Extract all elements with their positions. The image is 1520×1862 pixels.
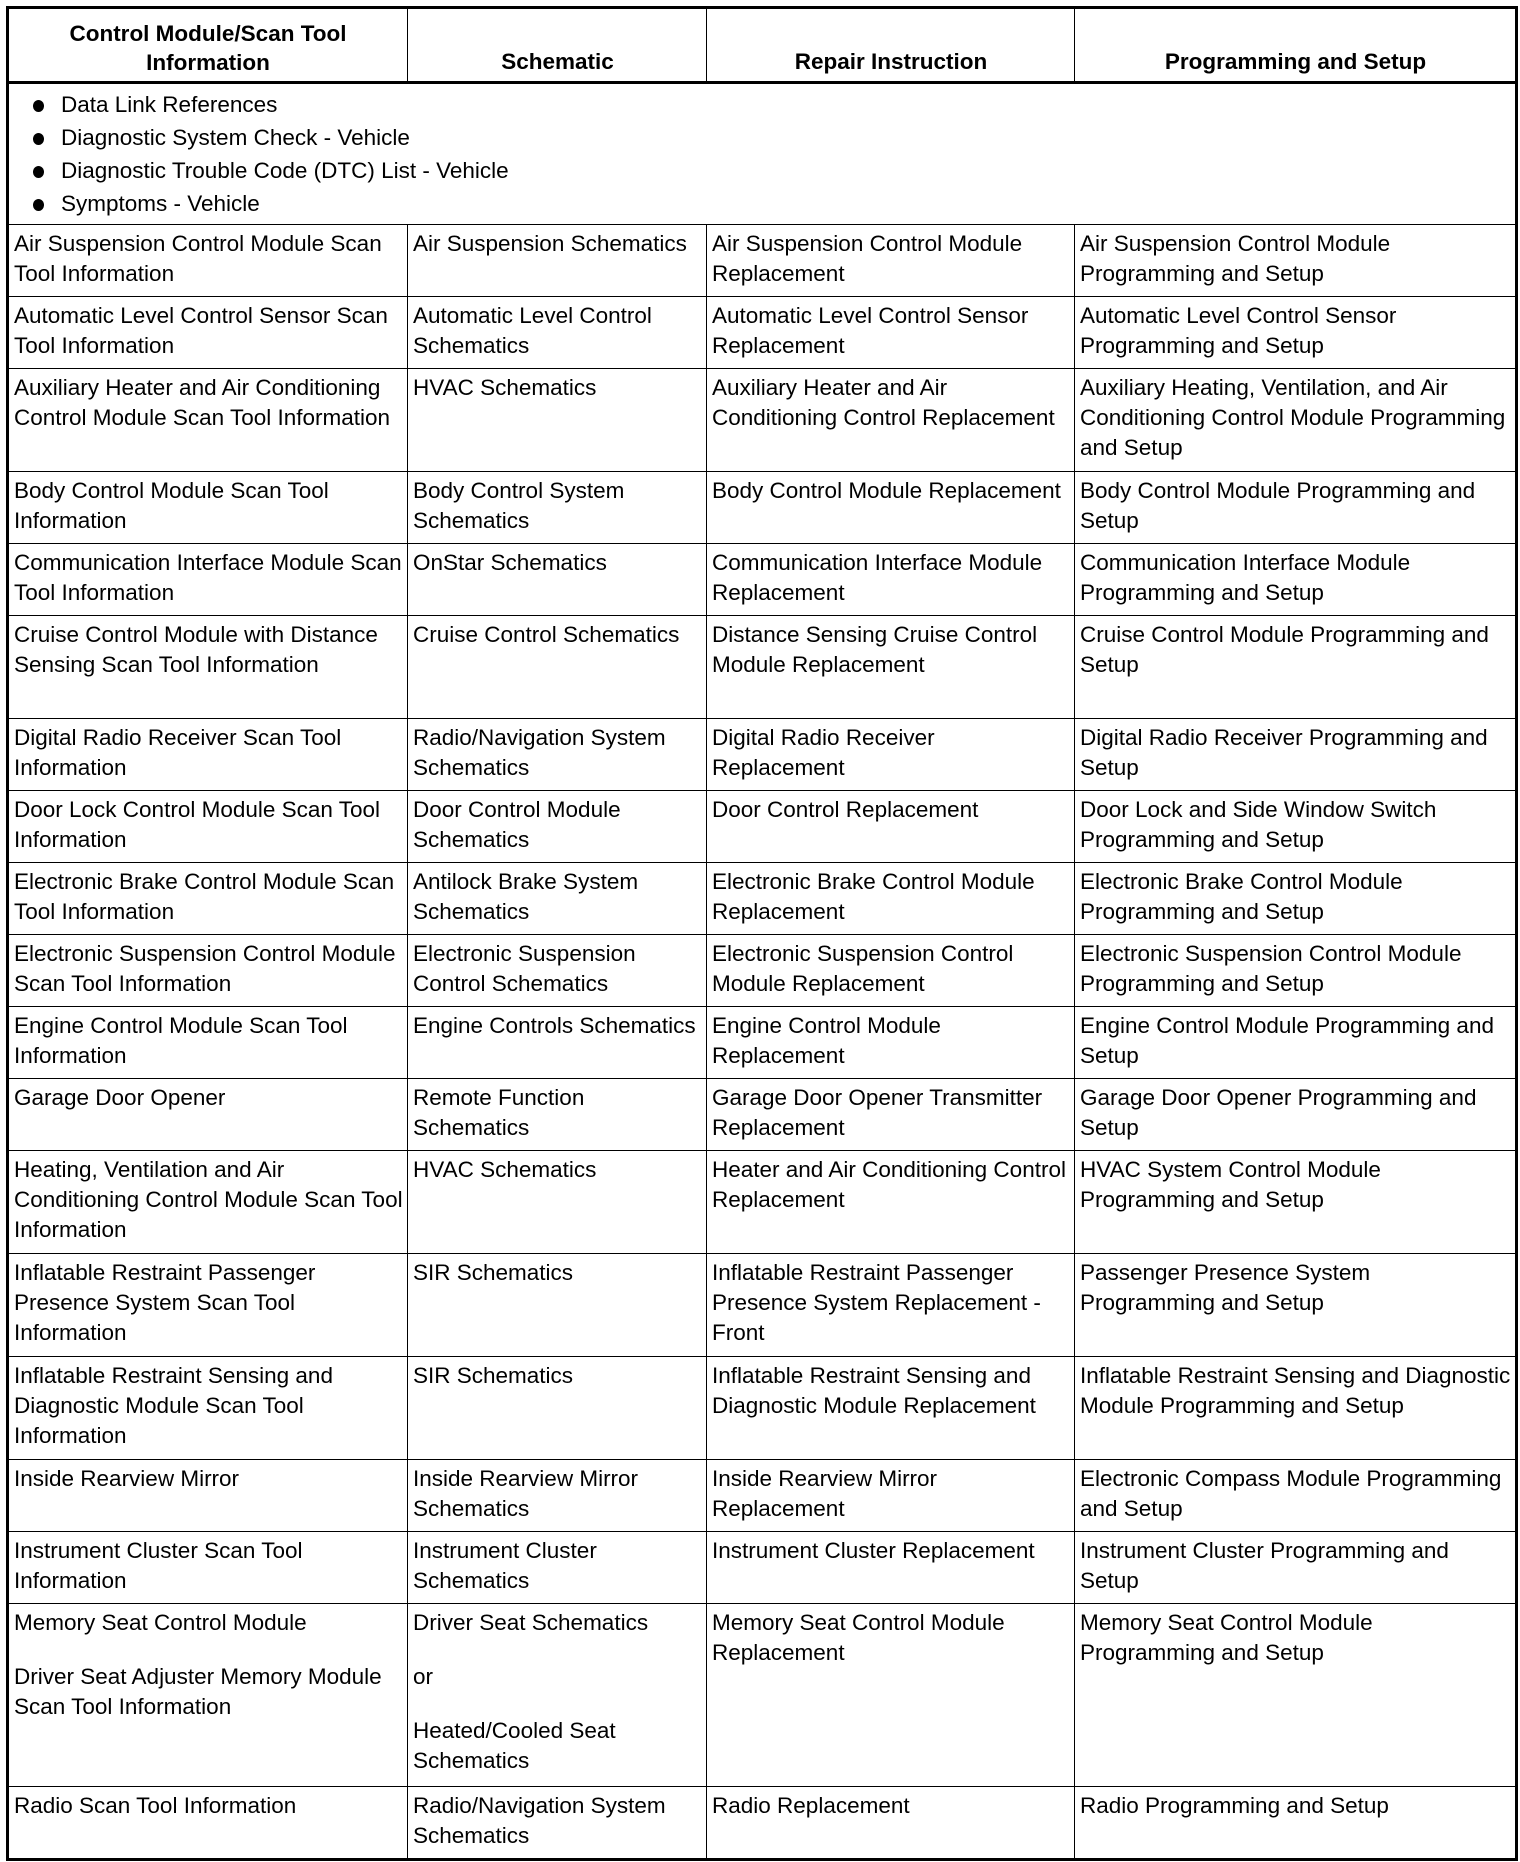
schematic-cell[interactable]: Body Control System Schematics xyxy=(408,472,707,544)
table-row xyxy=(8,297,1517,369)
module-cell: Cruise Control Module with Distance Sensing Scan Tool Information xyxy=(8,616,408,719)
schematic-cell[interactable]: HVAC Schematics xyxy=(408,1151,707,1254)
repair-cell[interactable]: Auxiliary Heater and Air Conditioning Control Replacement xyxy=(707,369,1075,472)
repair-cell[interactable]: Radio Replacement xyxy=(707,1787,1075,1860)
programming-cell[interactable]: Inflatable Restraint Sensing and Diagnostic Module Programming and Setup xyxy=(1075,1357,1517,1460)
header-programming: Programming and Setup xyxy=(1075,8,1517,83)
schematic-cell[interactable]: SIR Schematics xyxy=(408,1254,707,1357)
module-cell: Body Control Module Scan Tool Information xyxy=(8,472,408,544)
table-row xyxy=(8,863,1517,935)
repair-cell[interactable]: Instrument Cluster Replacement xyxy=(707,1532,1075,1604)
programming-cell[interactable]: Door Lock and Side Window Switch Programming and Setup xyxy=(1075,791,1517,863)
programming-cell[interactable]: Electronic Suspension Control Module Programming and Setup xyxy=(1075,935,1517,1007)
module-cell: Communication Interface Module Scan Tool Information xyxy=(8,544,408,616)
repair-cell[interactable]: Inflatable Restraint Sensing and Diagnostic Module Replacement xyxy=(707,1357,1075,1460)
schematic-cell[interactable]: Instrument Cluster Schematics xyxy=(408,1532,707,1604)
table-row xyxy=(8,472,1517,544)
schematic-cell[interactable]: Automatic Level Control Schematics xyxy=(408,297,707,369)
repair-cell[interactable]: Body Control Module Replacement xyxy=(707,472,1075,544)
table-row xyxy=(8,1787,1517,1860)
repair-cell[interactable]: Distance Sensing Cruise Control Module Replacement xyxy=(707,616,1075,719)
repair-cell[interactable]: Engine Control Module Replacement xyxy=(707,1007,1075,1079)
module-reference-table xyxy=(6,6,1518,1861)
programming-cell[interactable]: Auxiliary Heating, Ventilation, and Air Conditioning Control Module Programming and Setup xyxy=(1075,369,1517,472)
repair-cell[interactable]: Door Control Replacement xyxy=(707,791,1075,863)
programming-cell[interactable]: Radio Programming and Setup xyxy=(1075,1787,1517,1860)
module-cell: Garage Door Opener xyxy=(8,1079,408,1151)
schematic-cell[interactable]: Air Suspension Schematics xyxy=(408,225,707,297)
programming-cell[interactable]: Body Control Module Programming and Setup xyxy=(1075,472,1517,544)
repair-cell[interactable]: Electronic Brake Control Module Replacement xyxy=(707,863,1075,935)
table-row xyxy=(8,1460,1517,1532)
module-cell: Electronic Suspension Control Module Scan Tool Information xyxy=(8,935,408,1007)
module-cell: Inside Rearview Mirror xyxy=(8,1460,408,1532)
header-schematic: Schematic xyxy=(408,8,707,83)
table-row xyxy=(8,616,1517,719)
module-cell: Door Lock Control Module Scan Tool Information xyxy=(8,791,408,863)
programming-cell[interactable]: HVAC System Control Module Programming and Setup xyxy=(1075,1151,1517,1254)
table-row xyxy=(8,719,1517,791)
schematic-cell[interactable]: HVAC Schematics xyxy=(408,369,707,472)
bullet-link[interactable]: Diagnostic Trouble Code (DTC) List - Vehicle xyxy=(29,154,1511,187)
programming-cell[interactable]: Instrument Cluster Programming and Setup xyxy=(1075,1532,1517,1604)
module-cell: Air Suspension Control Module Scan Tool Information xyxy=(8,225,408,297)
table-row xyxy=(8,1079,1517,1151)
module-cell: Heating, Ventilation and Air Conditioning Control Module Scan Tool Information xyxy=(8,1151,408,1254)
repair-cell[interactable]: Digital Radio Receiver Replacement xyxy=(707,719,1075,791)
programming-cell[interactable]: Electronic Compass Module Programming and Setup xyxy=(1075,1460,1517,1532)
programming-cell[interactable]: Garage Door Opener Programming and Setup xyxy=(1075,1079,1517,1151)
schematic-cell[interactable]: Electronic Suspension Control Schematics xyxy=(408,935,707,1007)
schematic-link[interactable]: Heated/Cooled Seat Schematics xyxy=(413,1718,616,1773)
programming-cell[interactable]: Memory Seat Control Module Programming and Setup xyxy=(1075,1604,1517,1787)
bullet-link[interactable]: Data Link References xyxy=(29,88,1511,121)
programming-cell[interactable]: Automatic Level Control Sensor Programming and Setup xyxy=(1075,297,1517,369)
schematic-cell[interactable]: SIR Schematics xyxy=(408,1357,707,1460)
header-module: Control Module/Scan Tool Information xyxy=(8,8,408,83)
programming-cell[interactable]: Electronic Brake Control Module Programming and Setup xyxy=(1075,863,1517,935)
module-cell: Automatic Level Control Sensor Scan Tool Information xyxy=(8,297,408,369)
repair-cell[interactable]: Electronic Suspension Control Module Replacement xyxy=(707,935,1075,1007)
programming-cell[interactable]: Engine Control Module Programming and Setup xyxy=(1075,1007,1517,1079)
schematic-cell[interactable]: Antilock Brake System Schematics xyxy=(408,863,707,935)
schematic-cell[interactable]: Door Control Module Schematics xyxy=(408,791,707,863)
module-cell: Auxiliary Heater and Air Conditioning Control Module Scan Tool Information xyxy=(8,369,408,472)
repair-cell[interactable]: Memory Seat Control Module Replacement xyxy=(707,1604,1075,1787)
general-references-row xyxy=(8,83,1517,225)
repair-cell[interactable]: Air Suspension Control Module Replacement xyxy=(707,225,1075,297)
repair-cell[interactable]: Automatic Level Control Sensor Replacement xyxy=(707,297,1075,369)
table-row xyxy=(8,544,1517,616)
table-row xyxy=(8,1604,1517,1787)
table-row xyxy=(8,1151,1517,1254)
module-cell: Digital Radio Receiver Scan Tool Information xyxy=(8,719,408,791)
module-cell xyxy=(8,1604,408,1787)
module-cell: Electronic Brake Control Module Scan Tool Information xyxy=(8,863,408,935)
table-row xyxy=(8,791,1517,863)
programming-cell[interactable]: Communication Interface Module Programming and Setup xyxy=(1075,544,1517,616)
schematic-cell[interactable]: Inside Rearview Mirror Schematics xyxy=(408,1460,707,1532)
schematic-link[interactable]: Driver Seat Schematics xyxy=(413,1610,649,1635)
table-row xyxy=(8,1532,1517,1604)
bullet-link[interactable]: Diagnostic System Check - Vehicle xyxy=(29,121,1511,154)
programming-cell[interactable]: Air Suspension Control Module Programming and Setup xyxy=(1075,225,1517,297)
module-cell: Radio Scan Tool Information xyxy=(8,1787,408,1860)
programming-cell[interactable]: Passenger Presence System Programming and Setup xyxy=(1075,1254,1517,1357)
module-name: Memory Seat Control Module xyxy=(14,1610,307,1635)
module-cell: Inflatable Restraint Passenger Presence System Scan Tool Information xyxy=(8,1254,408,1357)
programming-cell[interactable]: Cruise Control Module Programming and Setup xyxy=(1075,616,1517,719)
module-cell: Inflatable Restraint Sensing and Diagnostic Module Scan Tool Information xyxy=(8,1357,408,1460)
table-row xyxy=(8,1007,1517,1079)
module-name: Driver Seat Adjuster Memory Module Scan Tool Information xyxy=(14,1664,382,1719)
schematic-cell[interactable]: Radio/Navigation System Schematics xyxy=(408,719,707,791)
schematic-cell[interactable]: OnStar Schematics xyxy=(408,544,707,616)
schematic-cell[interactable]: Remote Function Schematics xyxy=(408,1079,707,1151)
repair-cell[interactable]: Inside Rearview Mirror Replacement xyxy=(707,1460,1075,1532)
table-row xyxy=(8,369,1517,472)
repair-cell[interactable]: Heater and Air Conditioning Control Replacement xyxy=(707,1151,1075,1254)
repair-cell[interactable]: Garage Door Opener Transmitter Replacement xyxy=(707,1079,1075,1151)
schematic-cell xyxy=(408,1604,707,1787)
table-row xyxy=(8,1357,1517,1460)
module-cell: Instrument Cluster Scan Tool Information xyxy=(8,1532,408,1604)
programming-cell[interactable]: Digital Radio Receiver Programming and Setup xyxy=(1075,719,1517,791)
or-text: or xyxy=(413,1664,434,1689)
schematic-cell[interactable]: Engine Controls Schematics xyxy=(408,1007,707,1079)
table-row xyxy=(8,225,1517,297)
header-row xyxy=(8,8,1517,83)
schematic-cell[interactable]: Cruise Control Schematics xyxy=(408,616,707,719)
bullet-link[interactable]: Symptoms - Vehicle xyxy=(29,187,1511,220)
header-repair: Repair Instruction xyxy=(707,8,1075,83)
repair-cell[interactable]: Inflatable Restraint Passenger Presence System Replacement - Front xyxy=(707,1254,1075,1357)
table-row xyxy=(8,935,1517,1007)
schematic-cell[interactable]: Radio/Navigation System Schematics xyxy=(408,1787,707,1860)
module-cell: Engine Control Module Scan Tool Information xyxy=(8,1007,408,1079)
table-row xyxy=(8,1254,1517,1357)
repair-cell[interactable]: Communication Interface Module Replacement xyxy=(707,544,1075,616)
